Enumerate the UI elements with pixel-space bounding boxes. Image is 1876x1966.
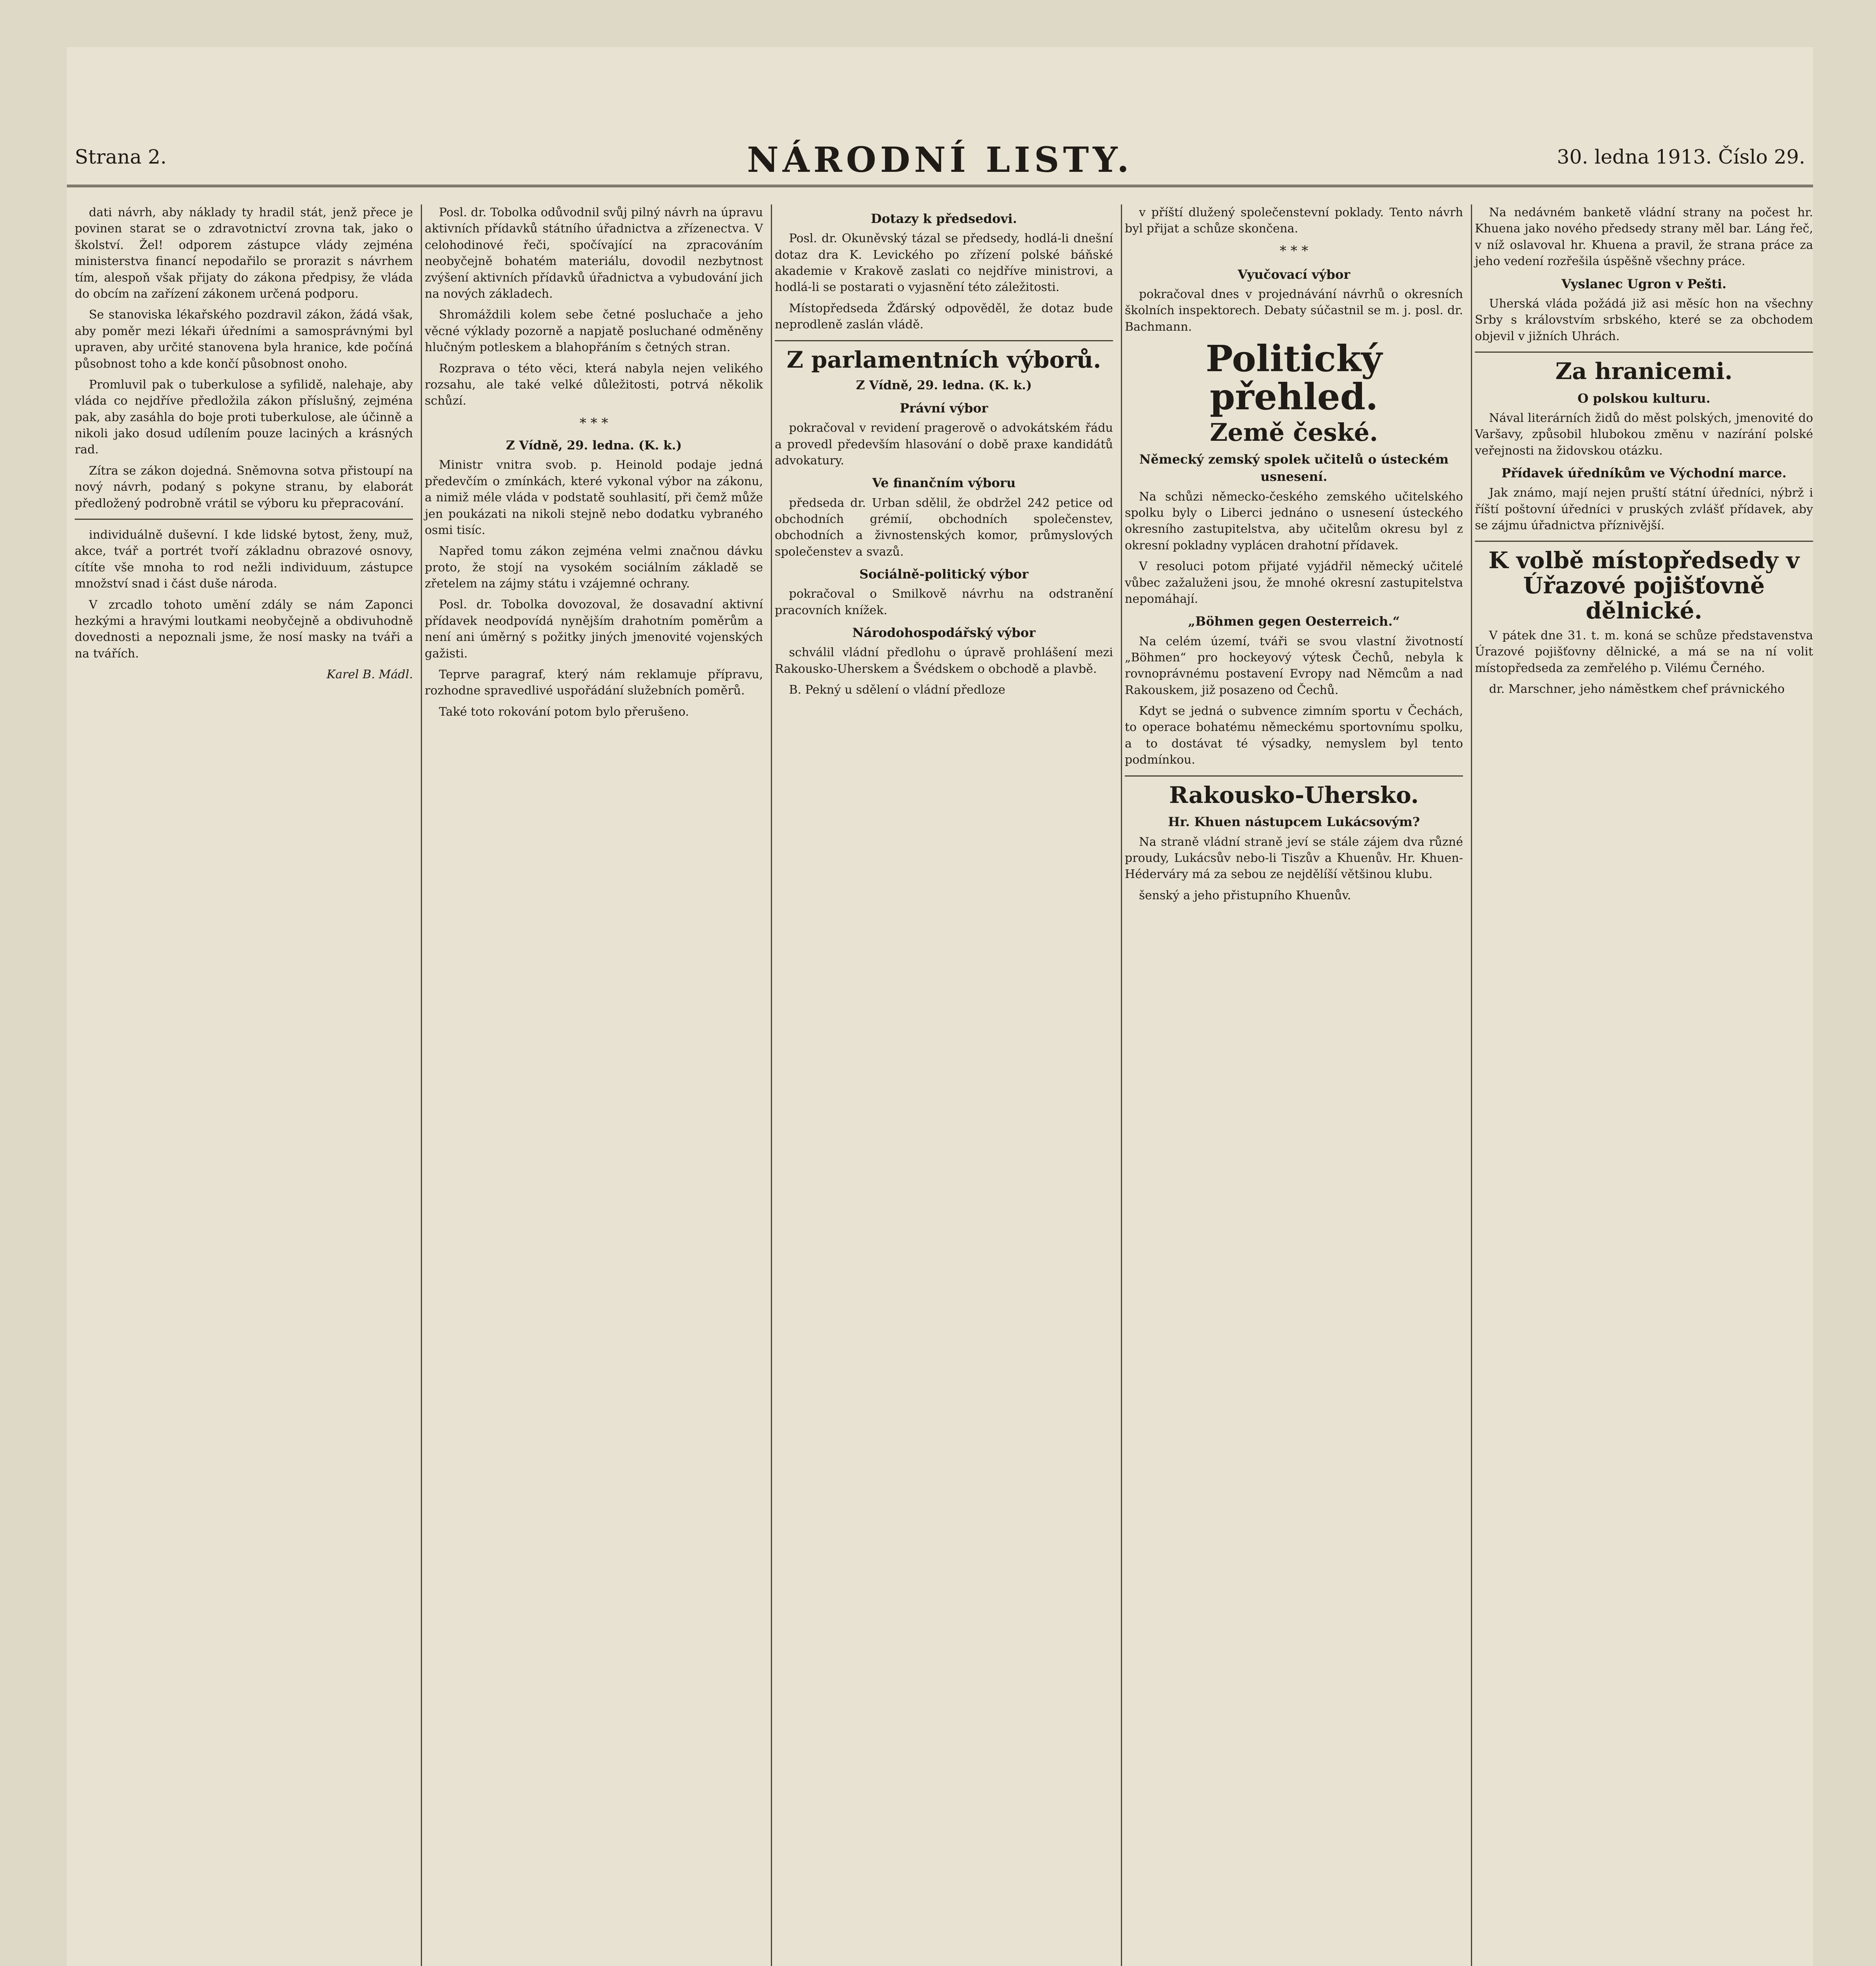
- paragraph: Na celém území, tváři se svou vlastní životností „Böhmen“ pro hockeyový výtesk Čechů, nebyla k rovnoprávnému postavení Evropy nad Němcům a nad Rakouskem, již posazeno od Čechů.: [1125, 634, 1463, 697]
- paragraph: Teprve paragraf, který nám reklamuje přípravu, rozhodne spravedlivé uspořádání služebních poměrů.: [425, 668, 763, 698]
- column-2: [425, 204, 763, 725]
- subheading: Ve finančním výboru: [872, 475, 1016, 491]
- paragraph: V resoluci potom přijaté vyjádřil německý učitelé vůbec zažaluženi jsou, že mnohé okresní zastupitelstva nepomáhají.: [1125, 560, 1463, 606]
- paragraph: Posl. dr. Okuněvský tázal se předsedy, hodlá-li dnešní dotaz dra K. Levického po zřízení polské báňské akademie v Krakově zaslati co nejdříve ministrovi, a hodlá-li se postarati o vyjasnění této záležitosti.: [775, 232, 1113, 295]
- author-signature: Karel B. Mádl.: [326, 668, 413, 682]
- paragraph: Zítra se zákon dojedná. Sněmovna sotva přistoupí na nový návrh, podaný s pokyne stranu, by elaborát předložený podrobně vrátil se výboru ku přepracování.: [75, 464, 413, 510]
- section-headline: Rakousko-Uhersko.: [1125, 775, 1463, 808]
- paragraph: dr. Marschner, jeho náměstkem chef právnického: [1489, 682, 1785, 696]
- paragraph: Rozprava o této věci, která nabyla nejen velikého rozsahu, ale také velké důležitosti, potrvá několik schůzí.: [425, 361, 763, 408]
- subheading: Vyslanec Ugron v Pešti.: [1561, 276, 1727, 291]
- masthead: [67, 139, 1813, 187]
- section-separator: * * *: [579, 415, 608, 431]
- paragraph: Uherská vláda požádá již asi měsíc hon na všechny Srby s královstvím srbského, které se za obchodem objevil v jižních Uhrách.: [1475, 296, 1813, 343]
- dateline: Z Vídně, 29. ledna. (K. k.): [506, 438, 682, 453]
- paragraph: Posl. dr. Tobolka odůvodnil svůj pilný návrh na úpravu aktivních přídavků státního úřadnictva a zřízenectva. V celohodinové řeči, spočívající na zpracováním neobyčejně bohatém materiálu, dovodil nezbytnost zvýšení aktivních přídavků úřadnictva a vybudování jich na nových základech.: [425, 206, 763, 301]
- subheading: Přídavek úředníkům ve Východní marce.: [1501, 466, 1787, 481]
- page-number: Strana 2.: [75, 145, 167, 168]
- paragraph: Se stanoviska lékařského pozdravil zákon, žádá však, aby poměr mezi lékaři úředními a samosprávnými byl upraven, aby určité stanovena byla hranice, kde počíná působnost toho a kde končí působnost onoho.: [75, 308, 413, 371]
- paragraph: Na nedávném banketě vládní strany na počest hr. Khuena jako nového předsedy strany měl bar. Láng řeč, v níž oslavoval hr. Khuena a pravil, že strana práce za jeho vedení rozřešila úspěšně všechny práce.: [1475, 206, 1813, 269]
- paragraph: V pátek dne 31. t. m. koná se schůze představenstva Úrazové pojišťovny dělnické, a má se na ní volit místopředseda za zemřelého p. Vilému Černého.: [1475, 628, 1813, 675]
- column-3: [775, 204, 1113, 703]
- newspaper-page: [67, 47, 1813, 1966]
- paragraph: pokračoval v revidení pragerově o advokátském řádu a provedl především hlasování o době praxe kandidátů advokatury.: [775, 421, 1113, 468]
- subheading: „Böhmen gegen Oesterreich.“: [1188, 614, 1400, 629]
- paragraph: pokračoval o Smilkově návrhu na odstranění pracovních knížek.: [775, 587, 1113, 617]
- subheading: Vyučovací výbor: [1237, 267, 1351, 282]
- section-headline: Za hranicemi.: [1475, 352, 1813, 384]
- column-divider: [421, 204, 422, 1966]
- section-headline: Z parlamentních výborů.: [775, 340, 1113, 373]
- column-1: [75, 204, 413, 683]
- column-divider: [1121, 204, 1122, 1966]
- paragraph: Promluvil pak o tuberkulose a syfilidě, nalehaje, aby vláda co nejdříve předložila zákon příslušný, zejména pak, aby zasáhla do boje proti tuberkulose, ale účinně a nikoli jako dosud udílením pouze laciných a krásných rad.: [75, 377, 413, 457]
- column-4: [1125, 204, 1463, 908]
- feuilleton-paragraph: V zrcadlo tohoto umění zdály se nám Zaponci hezkými a hravými loutkami neobyčejně a obdivuhodně dovednosti a nepoznali jsme, že nosí masky na tváři a na tvářích.: [75, 598, 413, 661]
- paragraph: B. Pekný u sdělení o vládní předloze: [789, 683, 1006, 697]
- paragraph: Jak známo, mají nejen pruští státní úředníci, nýbrž i říští poštovní úředníci v pruských zvlášť přídavek, aby se zájmu úřadnictva příznivější.: [1475, 486, 1813, 532]
- paragraph: Ministr vnitra svob. p. Heinold podaje jedná předevčím o zmínkách, které vykonal výbor na zákonu, a nimiž méle vláda v podstatě souhlasití, při čemž může jen poukázati na nikoli stejně nebo dodatku vybraného osmi tisíc.: [425, 458, 763, 537]
- subheading: Sociálně-politický výbor: [859, 567, 1028, 582]
- paragraph: Posl. dr. Tobolka dovozoval, že dosavadní aktivní přídavek neodpovídá nynějším drahotním poměrům a není ani úměrný s požitky jiných jmenovité vojenských gažisti.: [425, 598, 763, 661]
- newspaper-title: NÁRODNÍ LISTY.: [747, 139, 1133, 180]
- column-divider: [771, 204, 772, 1966]
- subheading: Národohospodářský výbor: [852, 625, 1036, 641]
- section-headline: K volbě místopředsedy v Úřazové pojišťovně dělnické.: [1475, 541, 1813, 623]
- paragraph: Místopředseda Žďárský odpověděl, že dotaz bude neprodleně zaslán vládě.: [775, 301, 1113, 332]
- subheading: Právní výbor: [899, 401, 988, 416]
- section-headline: Politický přehled.: [1205, 337, 1382, 418]
- paragraph: Shromáždili kolem sebe četné posluchače a jeho věcné výklady pozorně a napjatě posluchané odměněny hlučným potleskem a blahopřáním s četných stran.: [425, 308, 763, 355]
- paragraph: pokračoval dnes v projednávání návrhů o okresních školních inspektorech. Debaty súčastnil se m. j. posl. dr. Bachmann.: [1125, 287, 1463, 334]
- dateline: Z Vídně, 29. ledna. (K. k.): [856, 378, 1032, 393]
- paragraph: předseda dr. Urban sdělil, že obdržel 242 petice od obchodních grémií, obchodních společenstev, obchodních a živnostenských komor, průmyslových společenstev a svazů.: [775, 496, 1113, 559]
- paragraph: šenský a jeho přistupního Khuenův.: [1139, 888, 1351, 902]
- column-5: [1475, 204, 1813, 702]
- column-divider: [1471, 204, 1472, 1966]
- section-title: Dotazy k předsedovi.: [871, 211, 1017, 226]
- paragraph: Na schůzi německo-českého zemského učitelského spolku byly o Liberci jednáno o usnesení ústeckého okresního zastupitelstva, aby učitelům okresu byl z okresní pokladny vyplácen drahotní přídavek.: [1125, 490, 1463, 552]
- paragraph: Na straně vládní straně jeví se stále zájem dva různé proudy, Lukácsův nebo-li Tiszův a Khuenův. Hr. Khuen-Héderváry má za sebou ze nejdělíší většinou klubu.: [1125, 835, 1463, 882]
- paragraph: schválil vládní předlohu o úpravě prohlášení mezi Rakousko-Uherskem a Švédskem o obchodě a plavbě.: [775, 646, 1113, 676]
- feuilleton-paragraph: individuálně duševní. I kde lidské bytost, ženy, muž, akce, tvář a portrét tvoří základnu obrazové osnovy, cítíte vše mnoha to rod nežli individuum, zástupce množství snad i část duše národa.: [75, 528, 413, 591]
- subheading: Hr. Khuen nástupcem Lukácsovým?: [1168, 814, 1420, 830]
- paragraph: Také toto rokování potom bylo přerušeno.: [439, 705, 689, 719]
- subheading: Německý zemský spolek učitelů o ústeckém usnesení.: [1139, 452, 1449, 484]
- section-separator: * * *: [1279, 243, 1308, 259]
- paragraph: dati návrh, aby náklady ty hradil stát, jenž přece je povinen starat se o zdravotnictví zrovna tak, jako o školství. Žel! odporem zástupce vlády zejména ministerstva financí nepodařilo se prorazit s návrhem tím, alespoň však přijaty do zákona předpisy, že vláda do obcím na zařízení zákonem určená podporu.: [75, 206, 413, 301]
- paragraph: Kdyt se jedná o subvence zimním sportu v Čechách, to operace bohatému německému sportovnímu spolku, a to dostávat té výsadky, nemyslem byl tento podmínkou.: [1125, 704, 1463, 767]
- feuilleton-divider: [75, 519, 413, 520]
- paragraph: Nával literárních židů do měst polských, jmenovité do Varšavy, způsobil hlubokou změnu v nazírání polské veřejnosti na židovskou otázku.: [1475, 411, 1813, 458]
- section-subheadline: Země české.: [1210, 418, 1378, 447]
- issue-date: 30. ledna 1913. Číslo 29.: [1557, 145, 1805, 168]
- paragraph: Napřed tomu zákon zejména velmi značnou dávku proto, že stojí na vysokém sociálním základě se zřetelem na zájmy státu i vzájemné ochrany.: [425, 544, 763, 591]
- paragraph: v příští dlužený společenstevní poklady. Tento návrh byl přijat a schůze skončena.: [1125, 206, 1463, 236]
- subheading: O polskou kulturu.: [1577, 390, 1710, 406]
